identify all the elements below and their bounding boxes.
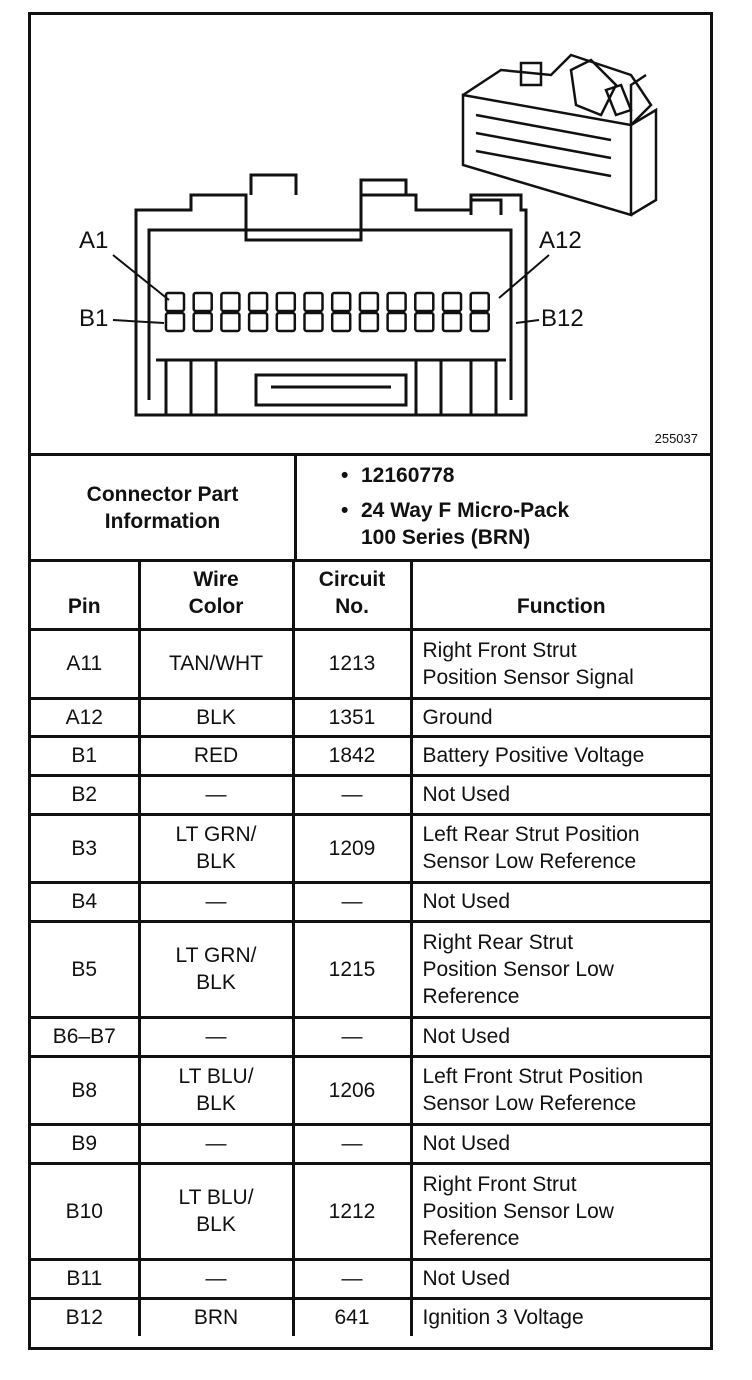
function-cell: Not Used bbox=[411, 1124, 710, 1163]
wire-color-cell: BLK bbox=[139, 698, 293, 736]
wire-color-cell: LT GRN/ BLK bbox=[139, 814, 293, 882]
pin-cavity-a2 bbox=[194, 293, 212, 311]
circuit-cell: 1842 bbox=[293, 736, 411, 775]
pin-label-a1: A1 bbox=[79, 227, 109, 254]
circuit-cell: 1351 bbox=[293, 698, 411, 736]
pin-cavity-b8 bbox=[360, 313, 378, 331]
table-row bbox=[31, 736, 710, 775]
pin-cavity-a6 bbox=[305, 293, 323, 311]
function-cell: Ground bbox=[411, 698, 710, 736]
pin-cavity-a5 bbox=[277, 293, 295, 311]
header-pin: Pin bbox=[31, 561, 139, 629]
pin-cavity-a8 bbox=[360, 293, 378, 311]
function-cell: Not Used bbox=[411, 775, 710, 814]
wire-color-cell: — bbox=[139, 882, 293, 921]
pin-label-a12: A12 bbox=[539, 227, 582, 254]
function-cell: Battery Positive Voltage bbox=[411, 736, 710, 775]
part-number: 12160778 bbox=[361, 464, 455, 487]
circuit-cell: 1212 bbox=[293, 1163, 411, 1259]
pin-cavity-b6 bbox=[305, 313, 323, 331]
function-cell: Left Rear Strut Position Sensor Low Reference bbox=[411, 814, 710, 882]
pin-cavity-a12 bbox=[471, 293, 489, 311]
table-row bbox=[31, 1163, 710, 1259]
header-circuit-no: Circuit No. bbox=[293, 561, 411, 629]
pin-cavity-a4 bbox=[249, 293, 267, 311]
table-row bbox=[31, 882, 710, 921]
wire-color-cell: BRN bbox=[139, 1298, 293, 1336]
function-cell: Not Used bbox=[411, 1017, 710, 1056]
function-cell: Ignition 3 Voltage bbox=[411, 1298, 710, 1336]
wire-color-cell: RED bbox=[139, 736, 293, 775]
pin-cavity-b9 bbox=[388, 313, 406, 331]
circuit-cell: 1206 bbox=[293, 1056, 411, 1124]
pin-table bbox=[31, 561, 710, 1336]
pin-cell: A12 bbox=[31, 698, 139, 736]
circuit-cell: 1209 bbox=[293, 814, 411, 882]
pin-cavity-b11 bbox=[443, 313, 461, 331]
pin-cell: B6–B7 bbox=[31, 1017, 139, 1056]
wire-color-cell: — bbox=[139, 1259, 293, 1298]
connector-description: 24 Way F Micro-Pack 100 Series (BRN) bbox=[361, 499, 570, 549]
wire-color-cell: — bbox=[139, 1017, 293, 1056]
bullet-icon: • bbox=[341, 464, 349, 487]
pin-cavity-b1 bbox=[166, 313, 184, 331]
circuit-cell: 641 bbox=[293, 1298, 411, 1336]
pin-label-b12: B12 bbox=[541, 305, 584, 332]
pin-cavity-a1 bbox=[166, 293, 184, 311]
connector-sheet bbox=[28, 12, 713, 1350]
wire-color-cell: LT BLU/ BLK bbox=[139, 1163, 293, 1259]
header-wire-color: Wire Color bbox=[139, 561, 293, 629]
pin-cell: B1 bbox=[31, 736, 139, 775]
connector-diagram bbox=[31, 15, 710, 456]
pin-cell: B8 bbox=[31, 1056, 139, 1124]
pin-cell: B4 bbox=[31, 882, 139, 921]
pin-cavity-b3 bbox=[221, 313, 239, 331]
circuit-cell: 1213 bbox=[293, 629, 411, 698]
table-row bbox=[31, 1124, 710, 1163]
circuit-cell: — bbox=[293, 775, 411, 814]
pin-cell: B10 bbox=[31, 1163, 139, 1259]
pin-cavity-a11 bbox=[443, 293, 461, 311]
table-row bbox=[31, 629, 710, 698]
wire-color-cell: LT GRN/ BLK bbox=[139, 921, 293, 1017]
circuit-cell: — bbox=[293, 1124, 411, 1163]
function-cell: Right Front Strut Position Sensor Low Reference bbox=[411, 1163, 710, 1259]
circuit-cell: 1215 bbox=[293, 921, 411, 1017]
table-row bbox=[31, 1056, 710, 1124]
table-row bbox=[31, 921, 710, 1017]
pin-cavity-a3 bbox=[221, 293, 239, 311]
pin-cell: B12 bbox=[31, 1298, 139, 1336]
circuit-cell: — bbox=[293, 1259, 411, 1298]
pin-cavity-a10 bbox=[415, 293, 433, 311]
connector-info-label: Connector Part Information bbox=[31, 456, 297, 559]
pin-cavity-b5 bbox=[277, 313, 295, 331]
circuit-cell: — bbox=[293, 1017, 411, 1056]
wire-color-cell: TAN/WHT bbox=[139, 629, 293, 698]
wire-color-cell: — bbox=[139, 1124, 293, 1163]
function-cell: Right Front Strut Position Sensor Signal bbox=[411, 629, 710, 698]
pin-cell: B11 bbox=[31, 1259, 139, 1298]
pin-label-b1: B1 bbox=[79, 305, 109, 332]
pin-cavity-b10 bbox=[415, 313, 433, 331]
table-row bbox=[31, 1298, 710, 1336]
table-row bbox=[31, 775, 710, 814]
header-function: Function bbox=[411, 561, 710, 629]
wire-color-cell: LT BLU/ BLK bbox=[139, 1056, 293, 1124]
circuit-cell: — bbox=[293, 882, 411, 921]
bullet-icon: • bbox=[341, 499, 349, 522]
pin-cavity-b4 bbox=[249, 313, 267, 331]
pin-cell: B9 bbox=[31, 1124, 139, 1163]
table-row bbox=[31, 814, 710, 882]
table-row bbox=[31, 1017, 710, 1056]
pin-cell: B5 bbox=[31, 921, 139, 1017]
function-cell: Not Used bbox=[411, 1259, 710, 1298]
function-cell: Left Front Strut Position Sensor Low Reference bbox=[411, 1056, 710, 1124]
wire-color-cell: — bbox=[139, 775, 293, 814]
pin-cavity-b12 bbox=[471, 313, 489, 331]
function-cell: Not Used bbox=[411, 882, 710, 921]
figure-number: 255037 bbox=[654, 431, 698, 446]
table-row bbox=[31, 1259, 710, 1298]
pin-cavity-a9 bbox=[388, 293, 406, 311]
pin-cell: A11 bbox=[31, 629, 139, 698]
pin-cavity-b2 bbox=[194, 313, 212, 331]
table-row bbox=[31, 698, 710, 736]
pin-cell: B2 bbox=[31, 775, 139, 814]
connector-part-information bbox=[31, 456, 710, 562]
pin-cavity-a7 bbox=[332, 293, 350, 311]
pin-cavity-b7 bbox=[332, 313, 350, 331]
function-cell: Right Rear Strut Position Sensor Low Reference bbox=[411, 921, 710, 1017]
pin-cell: B3 bbox=[31, 814, 139, 882]
connector-face-drawing bbox=[31, 15, 710, 453]
connector-info-details bbox=[297, 456, 710, 559]
